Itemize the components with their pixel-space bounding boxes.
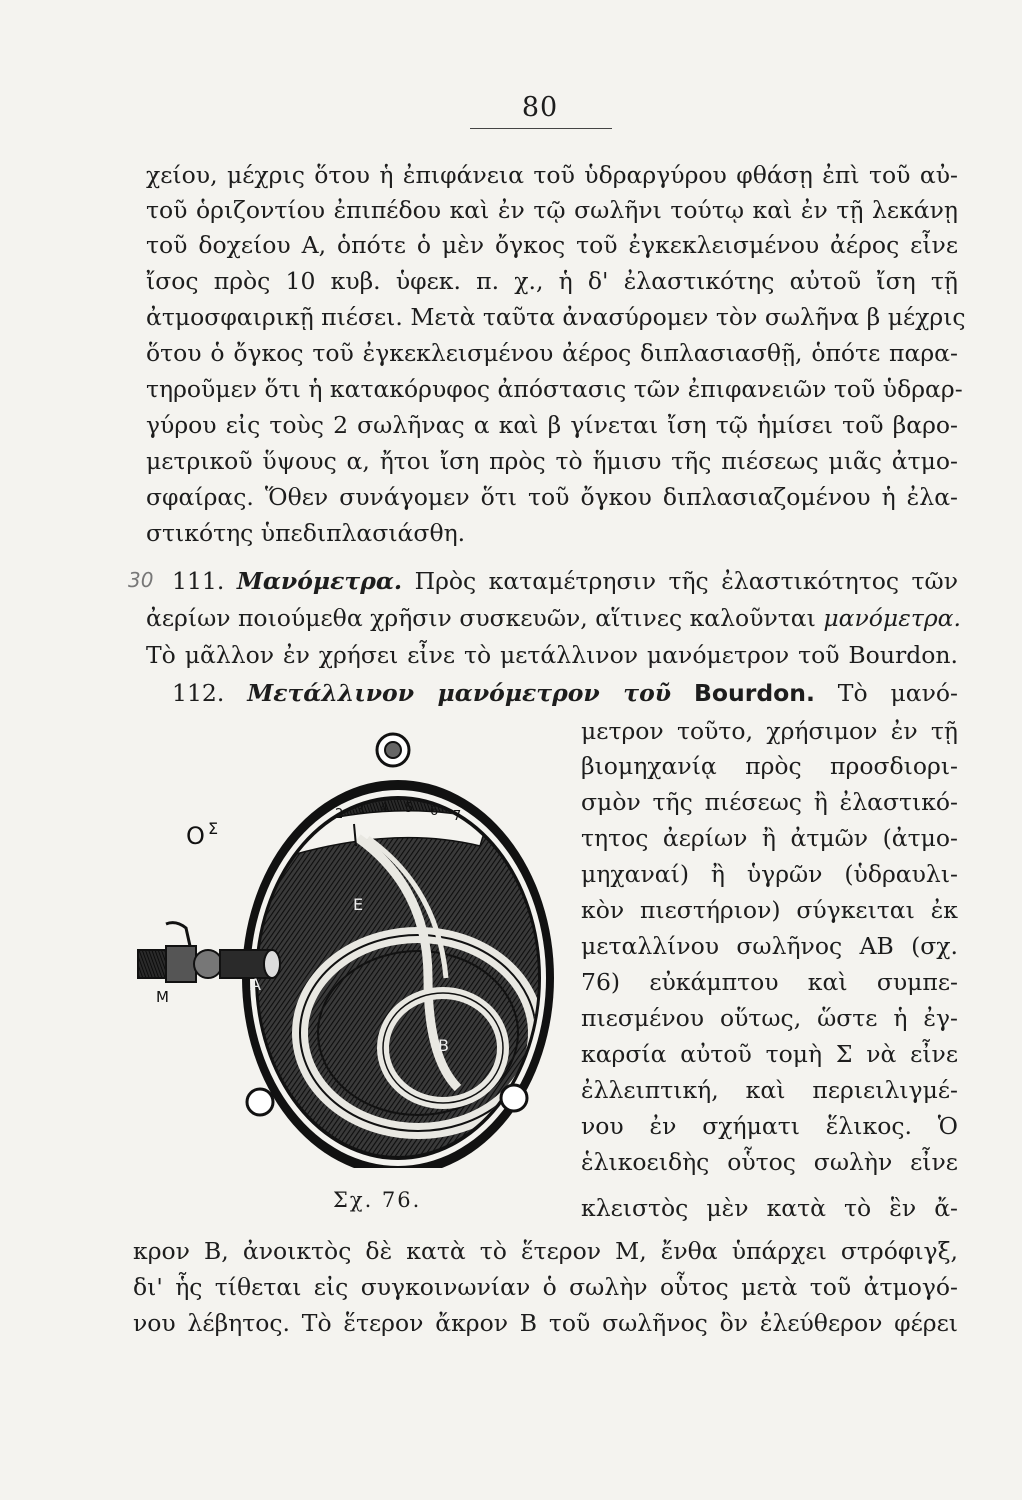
- section-111-line: ἀερίων ποιούμεθα χρῆσιν συσκευῶν, αἵτινες καλοῦνται μανόμετρα.: [146, 604, 961, 632]
- column-line: κλειστὸς μὲν κατὰ τὸ ἓν ἄ-: [581, 1194, 958, 1222]
- section-112-text: Τὸ μανό-: [837, 679, 958, 707]
- paragraph-line: νου λέβητος. Τὸ ἕτερον ἄκρον Β τοῦ σωλῆνος ὂν ἐλεύθερον φέρει: [133, 1309, 958, 1337]
- section-111-title: Μανόμετρα.: [236, 567, 403, 595]
- bourdon-gauge-illustration: [128, 728, 560, 1168]
- column-line: ἑλικοειδὴς οὗτος σωλὴν εἶνε: [581, 1148, 958, 1176]
- section-112-title: Μετάλλινον μανόμετρον τοῦ: [247, 679, 672, 707]
- paragraph-line: στικότης ὑπεδιπλασιάσθη.: [146, 519, 466, 547]
- column-line: καρσία αὐτοῦ τομὴ Σ νὰ εἶνε: [581, 1040, 958, 1068]
- column-line: μετρον τοῦτο, χρήσιμον ἐν τῇ: [581, 717, 958, 745]
- scale-number: 7: [453, 809, 462, 824]
- label-sigma: Σ: [208, 819, 219, 838]
- label-A: A: [250, 975, 261, 994]
- column-line: μεταλλίνου σωλῆνος ΑΒ (σχ.: [581, 932, 958, 960]
- column-line: ἐλλειπτική, καὶ περιειλιγμέ-: [581, 1076, 958, 1104]
- manometra-term: μανόμετρα.: [823, 604, 961, 632]
- paragraph-line: ἴσος πρὸς 10 κυβ. ὑφεκ. π. χ., ἡ δ' ἐλαστικότης αὐτοῦ ἴση τῇ: [146, 267, 958, 295]
- section-111-number: 111.: [172, 567, 225, 595]
- column-line: σμὸν τῆς πιέσεως ἢ ἐλαστικό-: [581, 788, 958, 816]
- bourdon-gauge-figure: [128, 728, 560, 1168]
- label-O: O: [186, 822, 205, 850]
- paragraph-line: ὅτου ὁ ὄγκος τοῦ ἐγκεκλεισμένου ἀέρος διπλασιασθῇ, ὁπότε παρα-: [146, 339, 958, 367]
- paragraph-line: δι' ἧς τίθεται εἰς συγκοινωνίαν ὁ σωλὴν οὗτος μετὰ τοῦ ἀτμογό-: [133, 1273, 958, 1301]
- bourdon-name: Bourdon.: [693, 679, 815, 707]
- paragraph-line: χείου, μέχρις ὅτου ἡ ἐπιφάνεια τοῦ ὑδραργύρου φθάσῃ ἐπὶ τοῦ αὐ-: [146, 161, 958, 189]
- column-line: κὸν πιεστήριον) σύγκειται ἐκ: [581, 896, 958, 924]
- paragraph-line: γύρου εἰς τοὺς 2 σωλῆνας α καὶ β γίνεται ἴση τῷ ἡμίσει τοῦ βαρο-: [146, 411, 958, 439]
- column-line: πιεσμένου οὕτως, ὥστε ἡ ἐγ-: [581, 1004, 958, 1032]
- scale-number: 2: [335, 807, 344, 822]
- label-E: E: [353, 895, 364, 914]
- paragraph-line: σφαίρας. Ὅθεν συνάγομεν ὅτι τοῦ ὄγκου διπλασιαζομένου ἡ ἐλα-: [146, 483, 958, 511]
- scale-number: 4: [380, 801, 389, 816]
- header-rule: [470, 128, 612, 129]
- section-112-heading-line: [172, 678, 958, 708]
- column-line: 76) εὐκάμπτου καὶ συμπε-: [581, 968, 958, 996]
- section-111-line: Τὸ μᾶλλον ἐν χρήσει εἶνε τὸ μετάλλινον μανόμετρον τοῦ Bourdon.: [146, 641, 958, 669]
- paragraph-line: τηροῦμεν ὅτι ἡ κατακόρυφος ἀπόστασις τῶν ἐπιφανειῶν τοῦ ὑδραρ-: [146, 375, 963, 403]
- paragraph-line: ἀτμοσφαιρικῇ πιέσει. Μετὰ ταῦτα ἀνασύρομεν τὸν σωλῆνα β μέχρις: [146, 303, 966, 331]
- scale-number: 3: [356, 803, 365, 818]
- column-line: τητος ἀερίων ἢ ἀτμῶν (ἀτμο-: [581, 824, 958, 852]
- paragraph-line: τοῦ ὁριζοντίου ἐπιπέδου καὶ ἐν τῷ σωλῆνι τούτῳ καὶ ἐν τῇ λεκάνῃ: [146, 196, 958, 224]
- section-111-text: Πρὸς καταμέτρησιν τῆς ἐλαστικότητος τῶν: [414, 567, 958, 595]
- paragraph-line: κρον Β, ἀνοικτὸς δὲ κατὰ τὸ ἕτερον Μ, ἔνθα ὑπάρχει στρόφιγξ,: [133, 1237, 958, 1265]
- column-line: νου ἐν σχήματι ἕλικος. Ὁ: [581, 1112, 958, 1140]
- label-M: M: [156, 988, 169, 1006]
- label-B: B: [438, 1036, 449, 1055]
- paragraph-line: τοῦ δοχείου Α, ὁπότε ὁ μὲν ὄγκος τοῦ ἐγκεκλεισμένου ἀέρος εἶνε: [146, 231, 958, 259]
- section-111-heading-line: [172, 566, 958, 596]
- page-number: 80: [521, 92, 559, 123]
- scale-number: 6: [430, 804, 439, 819]
- scale-number: 5: [405, 801, 414, 816]
- paragraph-line: μετρικοῦ ὕψους α, ἤτοι ἴση πρὸς τὸ ἥμισυ τῆς πιέσεως μιᾶς ἀτμο-: [146, 447, 958, 475]
- figure-caption: Σχ. 76.: [333, 1188, 422, 1212]
- column-line: βιομηχανίᾳ πρὸς προσδιορι-: [581, 752, 958, 780]
- column-line: μηχαναί) ἢ ὑγρῶν (ὑδραυλι-: [581, 860, 958, 888]
- section-112-number: 112.: [172, 679, 225, 707]
- handwritten-margin-note: 30: [128, 568, 154, 592]
